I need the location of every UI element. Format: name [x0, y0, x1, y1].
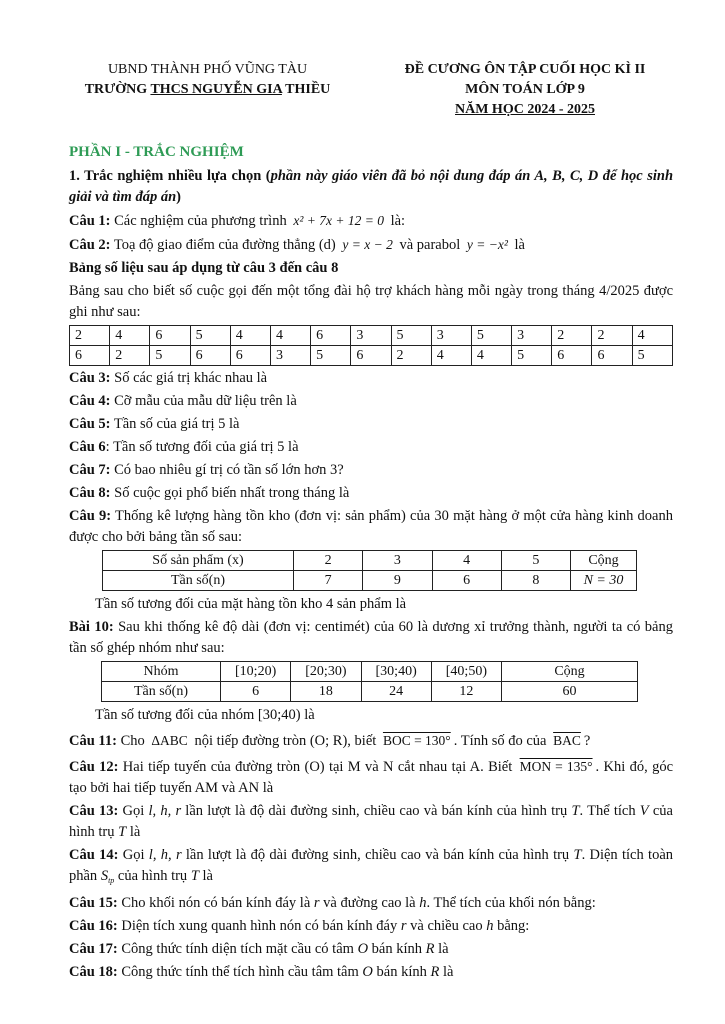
text-table10-row1-1: [10;20)	[221, 662, 291, 682]
text-q11-end2: ?	[583, 733, 591, 749]
table-row	[102, 662, 638, 682]
question-1	[69, 210, 673, 232]
text-q18-R: R	[430, 964, 440, 980]
text-q6-label: Câu 6	[69, 439, 106, 455]
question-9-followup: Tần số tương đối của mặt hàng tồn kho 4 sản phẩm là	[95, 596, 407, 612]
section-title: PHẦN I - TRẮC NGHIỆM	[69, 144, 244, 160]
text-q2-label: Câu 2:	[69, 237, 111, 253]
text-calls_table-0-1: 4	[110, 326, 150, 346]
text-q16-label: Câu 16:	[69, 918, 118, 934]
text-q15-r: r	[313, 895, 320, 911]
text-table9-row1-2: 3	[363, 551, 432, 571]
part1-heading	[69, 166, 673, 208]
text-q9-label: Câu 9:	[69, 508, 112, 524]
text-q13-V: V	[639, 803, 649, 819]
subject-title: MÔN TOÁN LỚP 9	[465, 82, 585, 97]
text-q13-end2: của hình trụ	[69, 803, 673, 840]
text-calls_table-1-10: 4	[471, 346, 511, 366]
text-q17-label: Câu 17:	[69, 941, 118, 957]
text-table9-row1-1: 2	[294, 551, 363, 571]
text-q13-vars: l, h, r	[148, 803, 182, 819]
text-q11-text: Cho	[116, 733, 149, 749]
question-8	[69, 483, 673, 504]
text-table9-row1-5: Cộng	[571, 551, 637, 571]
text-q12-math: MON = 135°	[519, 759, 593, 774]
text-q10-text: Sau khi thống kê độ dài (đơn vị: centimét) của 60 là dương xỉ trưởng thành, người ta có bảng tần số ghép nhóm như sau:	[69, 619, 673, 656]
text-q1-label: Câu 1:	[69, 213, 111, 229]
text-header-right_line3: NĂM HỌC 2024 - 2025	[455, 102, 595, 117]
text-table9-row2-1: 7	[294, 571, 363, 591]
table-row	[70, 326, 673, 346]
header-left	[70, 60, 345, 100]
question-3	[69, 368, 673, 389]
text-q2-end: là	[510, 237, 525, 253]
text-q17-end: là	[434, 941, 449, 957]
text-calls_table-1-3: 6	[190, 346, 230, 366]
text-q12-label: Câu 12:	[69, 759, 119, 775]
text-calls_table-0-6: 6	[311, 326, 351, 346]
text-table10-row1-3: [30;40)	[361, 662, 431, 682]
text-calls_table-0-13: 2	[592, 326, 632, 346]
text-calls_table-1-1: 2	[110, 346, 150, 366]
question-6	[69, 437, 673, 458]
text-q4-text: Cỡ mẫu của mẫu dữ liệu trên là	[110, 393, 297, 409]
document-body	[69, 142, 673, 985]
text-q14-end: . Diện tích toàn phần	[69, 847, 674, 884]
text-table10-row2-4: 12	[431, 682, 501, 702]
text-q12-text: Hai tiếp tuyến của đường tròn (O) tại M và N cắt nhau tại A. Biết	[118, 759, 517, 775]
text-q14-T: T	[573, 847, 582, 863]
text-q1-end: là:	[386, 213, 406, 229]
text-q14-mid: lần lượt là độ dài đường sinh, chiều cao và bán kính của hình trụ	[181, 847, 574, 863]
question-13	[69, 801, 673, 843]
text-calls_table-0-8: 5	[391, 326, 431, 346]
inventory-frequency-table	[102, 550, 637, 591]
calls-table	[69, 325, 673, 366]
table-row	[103, 551, 637, 571]
text-table9-row2-3: 6	[432, 571, 501, 591]
text-q17-text: Công thức tính diện tích mặt cầu có tâm	[117, 941, 358, 957]
text-table9-row1-3: 4	[432, 551, 501, 571]
text-q14-end3: là	[198, 868, 213, 884]
text-q15-label: Câu 15:	[69, 895, 118, 911]
text-q18-label: Câu 18:	[69, 964, 118, 980]
text-table10-row1-5: Cộng	[502, 662, 638, 682]
text-table9-row2-0: Tần số(n)	[103, 571, 294, 591]
text-table9-row2-5: N = 30	[571, 571, 637, 591]
text-q11-math1: ΔABC	[151, 733, 188, 748]
question-14	[69, 845, 673, 891]
text-q2-math2: y = −x²	[466, 237, 508, 252]
text-q7-text: Có bao nhiêu gí trị có tần số lớn hơn 3?	[110, 462, 344, 478]
text-calls_table-1-2: 5	[150, 346, 190, 366]
text-part1-bold_end: )	[176, 189, 181, 205]
question-17	[69, 939, 673, 960]
text-q17-R: R	[425, 941, 435, 957]
text-q4-label: Câu 4:	[69, 393, 111, 409]
authority-name: UBND THÀNH PHỐ VŨNG TÀU	[107, 62, 308, 77]
text-q13-text: Gọi	[118, 803, 149, 819]
text-q18-end: là	[439, 964, 454, 980]
text-calls_table-0-12: 2	[552, 326, 592, 346]
question-2	[69, 234, 673, 256]
text-part1-bold: 1. Trắc nghiệm nhiều lựa chọn (	[69, 168, 271, 184]
text-calls_table-1-8: 2	[391, 346, 431, 366]
text-q18-O: O	[362, 964, 373, 980]
text-calls_table-0-10: 5	[471, 326, 511, 346]
grouped-frequency-table	[101, 661, 638, 702]
question-10-followup: Tần số tương đối của nhóm [30;40) là	[95, 707, 315, 723]
text-table10-row1-0: Nhóm	[102, 662, 221, 682]
text-q14-S_sub: tp	[108, 876, 115, 885]
text-q16-r: r	[400, 918, 407, 934]
text-q2-math1: y = x − 2	[342, 237, 393, 252]
text-q8-label: Câu 8:	[69, 485, 111, 501]
text-q18-text: Công thức tính thể tích hình cầu tâm tâm	[117, 964, 363, 980]
text-calls_table-0-3: 5	[190, 326, 230, 346]
text-q9-text: Thống kê lượng hàng tồn kho (đơn vị: sản phẩm) của 30 mặt hàng ở một cửa hàng kinh doanh được cho bởi bảng tần số sau:	[69, 508, 673, 545]
text-calls_table-1-7: 6	[351, 346, 391, 366]
text-q8-text: Số cuộc gọi phổ biến nhất trong tháng là	[110, 485, 350, 501]
question-18	[69, 962, 673, 983]
text-q16-end: bằng:	[493, 918, 530, 934]
question-4	[69, 391, 673, 412]
text-calls_table-1-5: 3	[270, 346, 310, 366]
text-q16-text: Diện tích xung quanh hình nón có bán kính đáy	[117, 918, 401, 934]
school-year	[360, 100, 690, 120]
text-q14-label: Câu 14:	[69, 847, 119, 863]
text-calls_table-1-11: 5	[512, 346, 552, 366]
text-table9-row1-0: Số sản phẩm (x)	[103, 551, 294, 571]
text-q11-math3: $\overline{BAC}$	[553, 733, 581, 748]
text-calls_table-1-6: 5	[311, 346, 351, 366]
text-table9-row2-4: 8	[501, 571, 570, 591]
text-table9-row2-2: 9	[363, 571, 432, 591]
question-5	[69, 414, 673, 435]
text-q10-label: Bài 10:	[69, 619, 114, 635]
text-calls_table-1-13: 6	[592, 346, 632, 366]
text-q17-O: O	[357, 941, 369, 957]
text-calls_table-1-14: 5	[632, 346, 672, 366]
text-q12-end: . Khi đó, góc tạo bởi hai tiếp tuyến AM và AN là	[69, 759, 673, 796]
text-q2-text: Toạ độ giao điểm của đường thẳng (d)	[110, 237, 340, 253]
text-q15-h: h	[419, 895, 427, 911]
question-15	[69, 893, 673, 914]
text-calls_table-0-2: 6	[150, 326, 190, 346]
text-header-left_line2_a: TRƯỜNG	[84, 82, 151, 97]
text-calls_table-0-4: 4	[230, 326, 270, 346]
text-calls_table-0-9: 3	[431, 326, 471, 346]
text-header-left_line2_b: THCS NGUYỄN GIA	[150, 82, 282, 97]
text-calls_table-1-0: 6	[70, 346, 110, 366]
text-calls_table-0-11: 3	[512, 326, 552, 346]
text-q14-S: S	[100, 868, 109, 884]
text-q15-mid: và đường cao là	[319, 895, 420, 911]
text-q5-text: Tần số của giá trị 5 là	[110, 416, 240, 432]
text-q13-T2: T	[118, 824, 127, 840]
text-calls_table-0-7: 3	[351, 326, 391, 346]
table-intro-text: Bảng sau cho biết số cuộc gọi đến một tổng đài hộ trợ khách hàng mỗi ngày trong tháng 4/2025 được ghi như sau:	[69, 283, 673, 320]
text-calls_table-1-12: 6	[552, 346, 592, 366]
table-row	[70, 346, 673, 366]
text-q17-mid: bán kính	[368, 941, 426, 957]
text-q3-label: Câu 3:	[69, 370, 111, 386]
text-q14-vars: l, h, r	[148, 847, 182, 863]
document-title: ĐỀ CƯƠNG ÔN TẬP CUỐI HỌC KÌ II	[404, 62, 646, 77]
text-table10-row2-5: 60	[502, 682, 638, 702]
question-12	[69, 756, 673, 799]
table-row	[103, 571, 637, 591]
text-q1-text: Các nghiệm của phương trình	[110, 213, 291, 229]
text-table10-row2-1: 6	[221, 682, 291, 702]
text-q13-mid: lần lượt là độ dài đường sinh, chiều cao và bán kính của hình trụ	[181, 803, 572, 819]
text-q16-h: h	[486, 918, 494, 934]
text-calls_table-1-9: 4	[431, 346, 471, 366]
question-11	[69, 730, 673, 752]
text-q15-text: Cho khối nón có bán kính đáy là	[117, 895, 314, 911]
text-q15-end: . Thể tích của khối nón bằng:	[426, 895, 596, 911]
text-q2-mid: và parabol	[395, 237, 464, 253]
text-q18-mid: bán kính	[372, 964, 431, 980]
text-q13-end: . Thể tích	[579, 803, 640, 819]
text-q14-T2: T	[190, 868, 199, 884]
text-q13-label: Câu 13:	[69, 803, 119, 819]
school-name	[70, 80, 345, 100]
text-table10-row1-2: [20;30)	[291, 662, 361, 682]
text-calls_table-0-14: 4	[632, 326, 672, 346]
table-row	[102, 682, 638, 702]
text-q11-math2: BOC = 130°	[382, 733, 451, 748]
header-right	[360, 60, 690, 120]
text-q14-end2: của hình trụ	[114, 868, 191, 884]
question-7	[69, 460, 673, 481]
text-table10-row2-2: 18	[291, 682, 361, 702]
question-10	[69, 617, 673, 659]
text-q6-text: : Tần số tương đối của giá trị 5 là	[105, 439, 299, 455]
text-q11-label: Câu 11:	[69, 733, 117, 749]
text-table9-row1-4: 5	[501, 551, 570, 571]
text-q13-end3: là	[126, 824, 141, 840]
text-q14-text: Gọi	[118, 847, 149, 863]
text-calls_table-0-5: 4	[270, 326, 310, 346]
text-part1-bold_italic: phần này giáo viên đã bỏ nội dung đáp án A, B, C, D để học sinh giải và tìm đáp án	[69, 168, 674, 205]
text-calls_table-1-4: 6	[230, 346, 270, 366]
text-q16-mid: và chiều cao	[406, 918, 487, 934]
text-q3-text: Số các giá trị khác nhau là	[110, 370, 268, 386]
text-table10-row2-0: Tần số(n)	[102, 682, 221, 702]
text-table10-row1-4: [40;50)	[431, 662, 501, 682]
table-intro-title: Bảng số liệu sau áp dụng từ câu 3 đến câu 8	[69, 260, 339, 276]
text-q1-math: x² + 7x + 12 = 0	[293, 213, 384, 228]
text-calls_table-0-0: 2	[70, 326, 110, 346]
question-9	[69, 506, 673, 548]
text-q11-end: . Tính số đo của	[453, 733, 551, 749]
text-table10-row2-3: 24	[361, 682, 431, 702]
text-q13-T: T	[571, 803, 580, 819]
text-q7-label: Câu 7:	[69, 462, 111, 478]
text-header-left_line2_c: THIỀU	[281, 82, 331, 97]
text-q5-label: Câu 5:	[69, 416, 111, 432]
text-q11-mid: nội tiếp đường tròn (O; R), biết	[190, 733, 380, 749]
question-16	[69, 916, 673, 937]
